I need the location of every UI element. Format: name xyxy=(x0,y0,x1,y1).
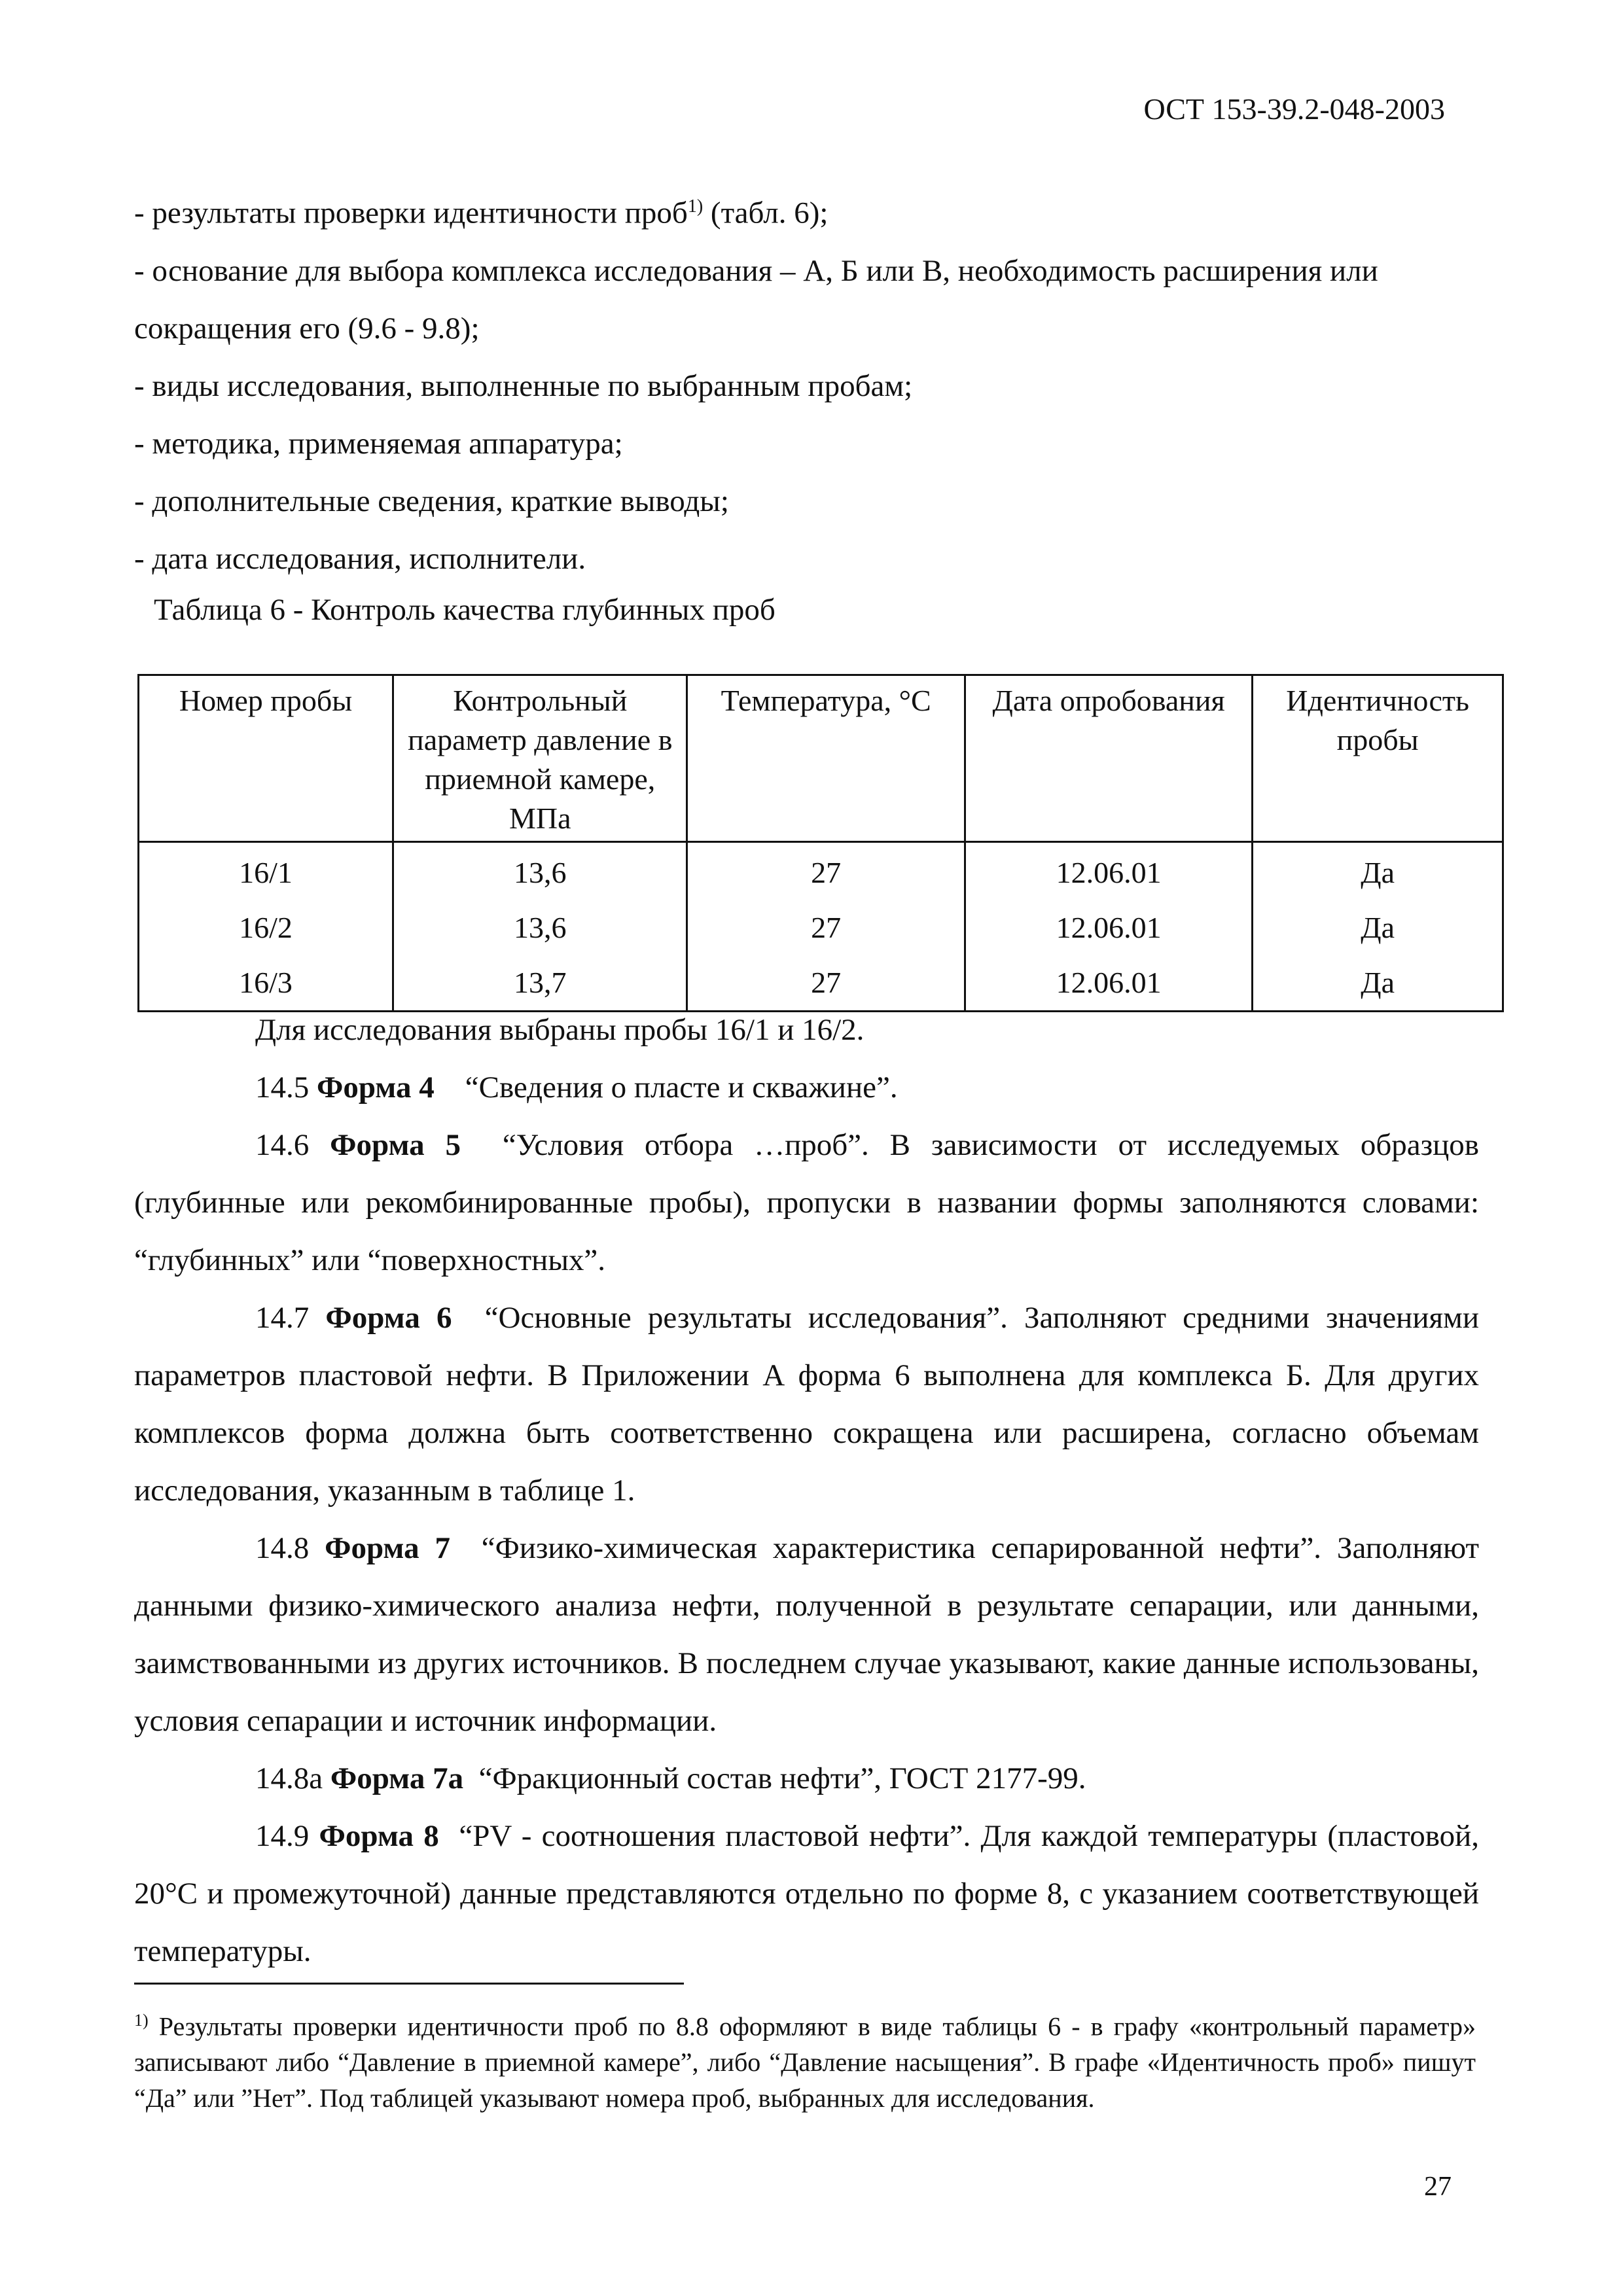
document-code-header: ОСТ 153-39.2-048-2003 xyxy=(1143,92,1445,126)
table-cell: 16/1 xyxy=(139,842,393,901)
footnote xyxy=(134,2002,1476,2116)
table-cell: 16/2 xyxy=(139,900,393,955)
page-number: 27 xyxy=(1424,2172,1452,2202)
table-cell: 13,7 xyxy=(393,955,687,1012)
section-14-6: 14.6 Форма 5 “Условия отбора …проб”. В зависимости от исследуемых образцов (глубинные или рекомбинированные пробы), пропуски в названии формы заполняются словами: “глубинных” или “поверхностных”. xyxy=(134,1128,1480,1277)
section-14-7: 14.7 Форма 6 “Основные результаты исследования”. Заполняют средними значениями параметров пластовой нефти. В Приложении А форма 6 выполнена для комплекса Б. Для других комплексов форма должна быть соответственно сокращена или расширена, согласно объемам исследования, указанным в таблице 1. xyxy=(134,1301,1480,1508)
section-14-8: 14.8 Форма 7 “Физико-химическая характеристика сепарированной нефти”. Заполняют данными физико-химического анализа нефти, полученной в результате сепарации, или данными, заимствованными из других источников. В последнем случае указывают, какие данные использованы, условия сепарации и источник информации. xyxy=(134,1531,1479,1738)
list-item: - основание для выбора комплекса исследования – А, Б или В, необходимость расширения или сокращения его (9.6 - 9.8); xyxy=(134,253,1378,345)
table-caption: Таблица 6 - Контроль качества глубинных проб xyxy=(154,593,776,627)
footnote-divider xyxy=(134,1983,684,1985)
table-cell: Да xyxy=(1253,842,1503,901)
list-item: - результаты проверки идентичности проб$^{1)}$ (табл. 6); xyxy=(134,196,829,230)
list-item: - дополнительные сведения, краткие выводы; xyxy=(134,484,729,518)
table-header-row xyxy=(139,675,1503,842)
footnote-text: Результаты проверки идентичности проб по 8.8 оформляют в виде таблицы 6 - в графу «контрольный параметр» записывают либо “Давление в приемной камере”, либо “Давление насыщения”. В графе «Идентичность проб» пишут “Да” или ”Нет”. Под таблицей указывают номера проб, выбранных для исследования. xyxy=(134,2011,1476,2113)
table-cell: 12.06.01 xyxy=(965,900,1252,955)
header-temperature: Температура, °С xyxy=(687,675,965,842)
list-item: - виды исследования, выполненные по выбранным пробам; xyxy=(134,368,913,403)
footnote-reference: 1) xyxy=(687,196,704,217)
requirements-list xyxy=(134,178,1463,588)
table-cell: 12.06.01 xyxy=(965,842,1252,901)
table-cell: Да xyxy=(1253,955,1503,1012)
table-cell: 13,6 xyxy=(393,900,687,955)
section-14-5: 14.5 Форма 4 “Сведения о пласте и скважине”. xyxy=(255,1070,898,1104)
table-cell: 16/3 xyxy=(139,955,393,1012)
sample-quality-table xyxy=(137,674,1504,1012)
sections-body xyxy=(134,1001,1479,1980)
header-sample-number: Номер пробы xyxy=(139,675,393,842)
table-cell: 27 xyxy=(687,842,965,901)
list-item: - методика, применяемая аппаратура; xyxy=(134,426,623,461)
section-14-8a: 14.8а Форма 7а “Фракционный состав нефти”, ГОСТ 2177-99. xyxy=(255,1761,1086,1795)
selected-samples-note: Для исследования выбраны пробы 16/1 и 16/2. xyxy=(255,1013,865,1047)
footnote-marker: 1) xyxy=(134,2011,149,2030)
header-identity: Идентичность пробы xyxy=(1253,675,1503,842)
section-14-9: 14.9 Форма 8 “PV - соотношения пластовой нефти”. Для каждой температуры (пластовой, 20°С и промежуточной) данные представляются отдельно по форме 8, с указанием соответствующей температуры. xyxy=(134,1819,1479,1968)
table-cell: 12.06.01 xyxy=(965,955,1252,1012)
table-cell: 27 xyxy=(687,900,965,955)
list-item: - дата исследования, исполнители. xyxy=(134,541,586,576)
header-test-date: Дата опробования xyxy=(965,675,1252,842)
table-cell: 27 xyxy=(687,955,965,1012)
table-cell: 13,6 xyxy=(393,842,687,901)
header-control-parameter: Контрольный параметр давление в приемной камере, МПа xyxy=(393,675,687,842)
table-row xyxy=(139,900,1503,955)
table-cell: Да xyxy=(1253,900,1503,955)
table-row xyxy=(139,842,1503,901)
